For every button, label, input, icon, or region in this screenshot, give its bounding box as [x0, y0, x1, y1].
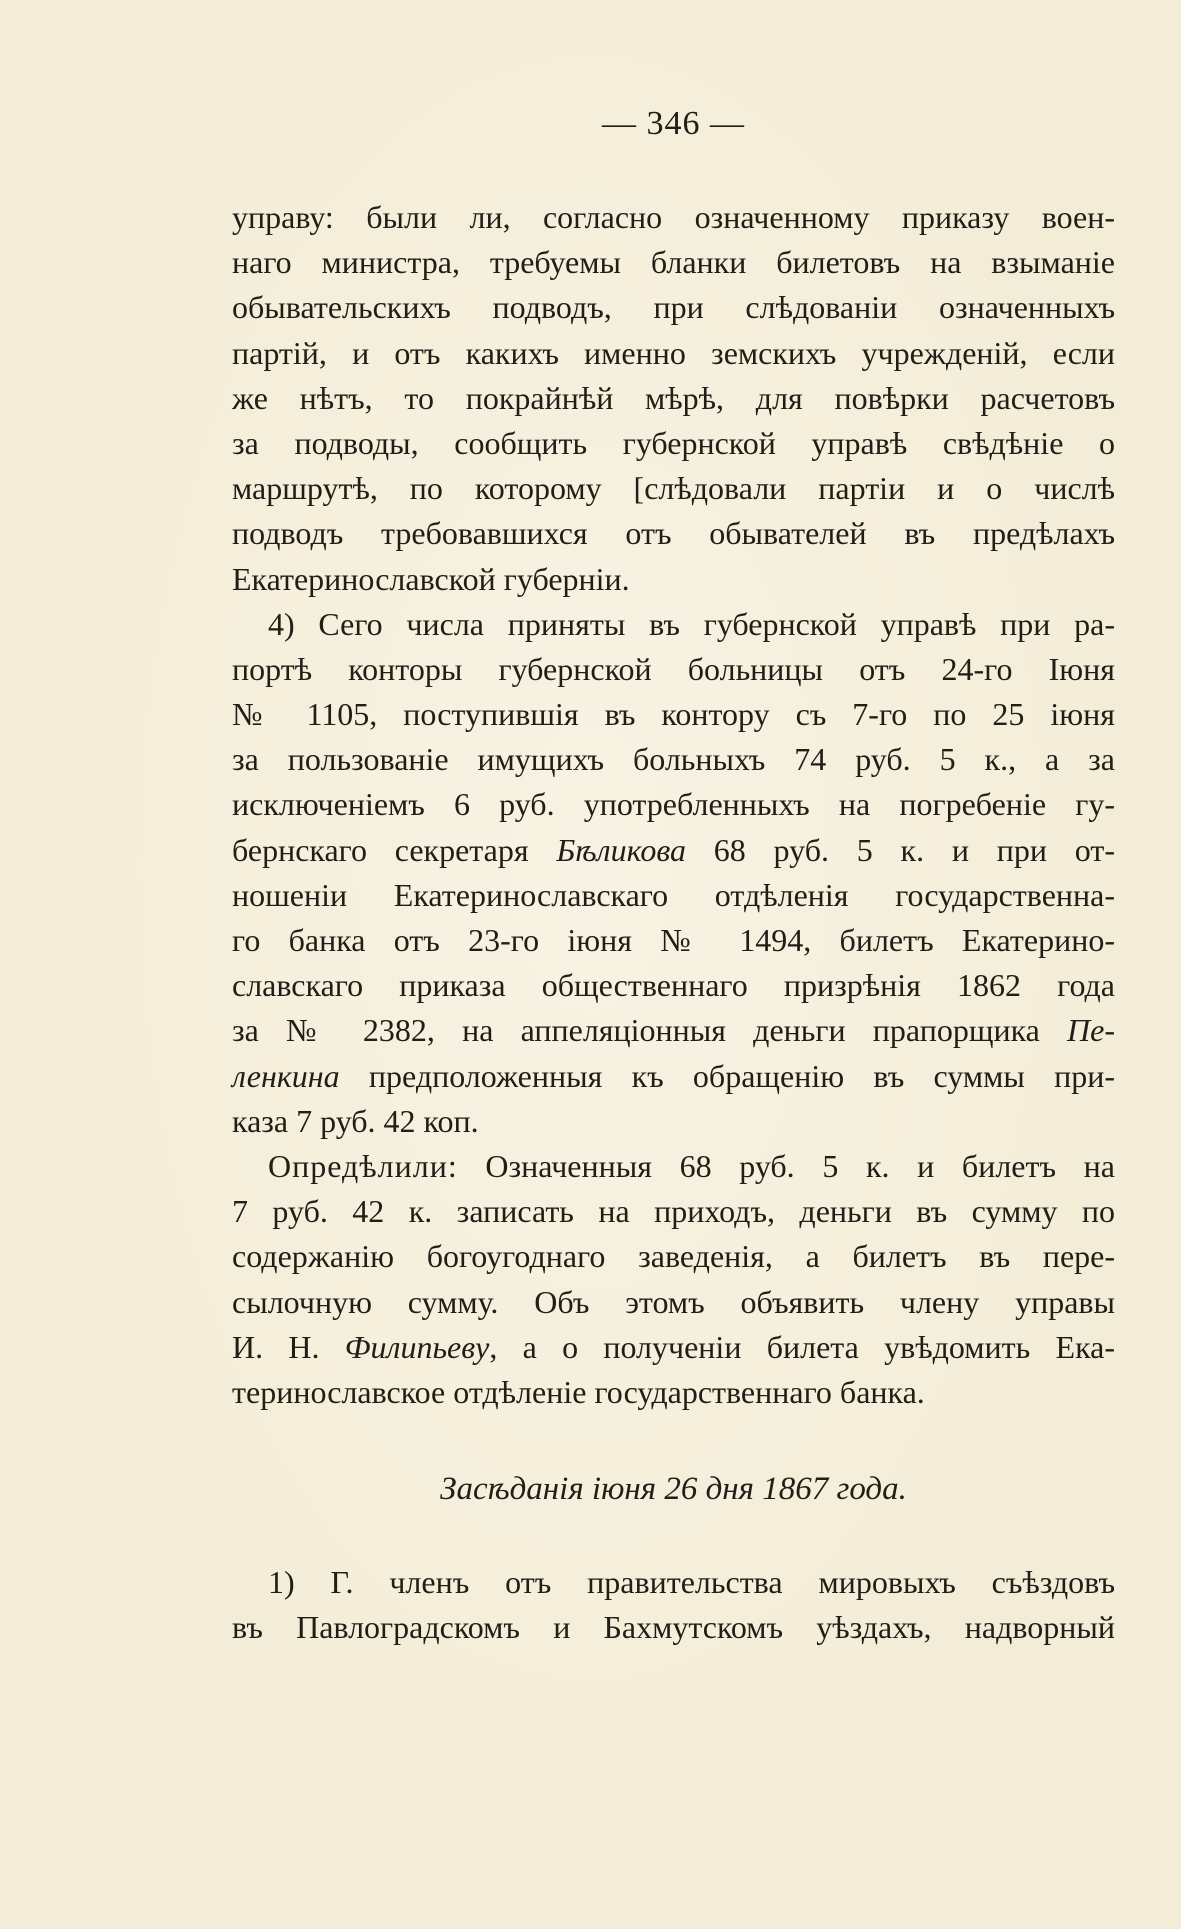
text-segment: Означенныя 68 руб. 5 к. и билетъ на — [457, 1147, 1115, 1184]
text-line: портѣ конторы губернской больницы отъ 24-го Іюня — [232, 650, 1115, 687]
text-segment: бернскаго секретаря — [232, 831, 557, 868]
text-line: за подводы, сообщить губернской управѣ свѣдѣніе о — [232, 424, 1115, 461]
text-line: подводъ требовавшихся отъ обывателей въ предѣлахъ — [232, 515, 1115, 552]
surname-italic: Пе- — [1067, 1012, 1115, 1049]
resolution-label: Опредѣлили: — [268, 1147, 458, 1184]
text-line: теринославское отдѣленіе государственнаго банка. — [232, 1373, 925, 1410]
text-line: сылочную сумму. Объ этомъ объявить члену управы — [232, 1283, 1115, 1320]
text-line: 1) Г. членъ отъ правительства мировыхъ съѣздовъ — [268, 1564, 1115, 1601]
text-segment: И. Н. — [232, 1328, 345, 1365]
text-line — [232, 1054, 1115, 1099]
surname-italic: Филипьеву — [344, 1328, 490, 1365]
session-heading: Засѣданія іюня 26 дня 1867 года. — [440, 1471, 907, 1508]
text-line: славскаго приказа общественнаго призрѣнія 1862 года — [232, 967, 1115, 1004]
text-line: го банка отъ 23-го іюня № 1494, билетъ Екатерино- — [232, 922, 1115, 958]
paragraph-1 — [232, 195, 1115, 602]
text-line — [232, 828, 1115, 873]
paragraph-2 — [232, 602, 1115, 1144]
paragraph-3 — [232, 1144, 1115, 1415]
text-line: исключеніемъ 6 руб. употребленныхъ на погребеніе гу- — [232, 786, 1115, 823]
surname-italic: Бѣликова — [556, 831, 686, 868]
text-line — [232, 1325, 1115, 1370]
text-line: содержанію богоугоднаго заведенія, а билетъ въ пере- — [232, 1238, 1115, 1275]
paragraph-4 — [232, 1560, 1115, 1650]
text-line: каза 7 руб. 42 коп. — [232, 1102, 479, 1139]
text-segment: предположенныя къ обращенію въ суммы при- — [339, 1057, 1115, 1094]
text-line: № 1105, поступившія въ контору съ 7-го по 25 іюня — [232, 696, 1115, 733]
text-line: 7 руб. 42 к. записать на приходъ, деньги въ сумму по — [232, 1193, 1115, 1230]
text-line — [232, 1144, 1115, 1189]
surname-italic: ленкина — [232, 1057, 340, 1094]
text-line: въ Павлоградскомъ и Бахмутскомъ уѣздахъ, надворный — [232, 1609, 1115, 1646]
text-line: обывательскихъ подводъ, при слѣдованіи означенныхъ — [232, 289, 1115, 326]
text-segment: , а о полученіи билета увѣдомить Ека- — [489, 1328, 1115, 1365]
text-line: наго министра, требуемы бланки билетовъ на взыманіе — [232, 244, 1115, 281]
text-line: партій, и отъ какихъ именно земскихъ учрежденій, если — [232, 334, 1115, 371]
text-line: же нѣтъ, то покрайнѣй мѣрѣ, для повѣрки расчетовъ — [232, 379, 1115, 416]
text-line: ношеніи Екатеринославскаго отдѣленія государственна- — [232, 876, 1115, 913]
page-content — [232, 195, 1115, 1650]
text-line: управу: были ли, согласно означенному приказу воен- — [232, 199, 1115, 235]
text-line: за пользованіе имущихъ больныхъ 74 руб. 5 к., а за — [232, 741, 1115, 778]
text-segment: за № 2382, на аппеляціонныя деньги прапорщика — [232, 1012, 1068, 1049]
text-line: 4) Сего числа приняты въ губернской управѣ при ра- — [268, 605, 1115, 642]
text-line — [232, 1008, 1115, 1053]
text-segment: 68 руб. 5 к. и при от- — [685, 831, 1116, 868]
page-number: — 346 — — [602, 105, 745, 142]
text-line: Екатеринославской губерніи. — [232, 560, 630, 597]
text-line: маршрутѣ, по которому [слѣдовали партіи и о числѣ — [232, 470, 1115, 507]
